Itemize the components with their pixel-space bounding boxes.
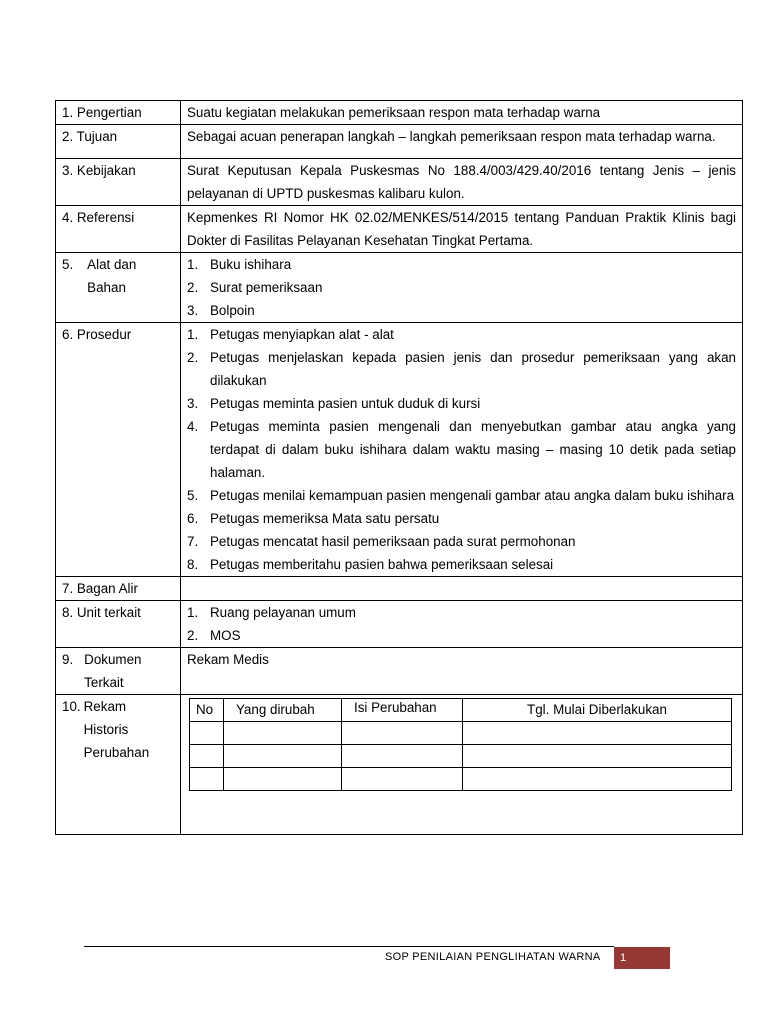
label-rekam-num: 10. — [62, 699, 81, 714]
list-item: 6. Petugas memeriksa Mata satu persatu — [187, 511, 440, 526]
label-rekam-historis — [56, 695, 181, 835]
row-referensi — [56, 206, 743, 253]
list-item: 1. Petugas menyiapkan alat - alat — [187, 327, 394, 342]
row-bagan-alir — [56, 577, 743, 601]
unit-terkait-list — [187, 601, 736, 647]
history-header-row — [190, 699, 732, 722]
value-tujuan-text: Sebagai acuan penerapan langkah – langkah pemeriksaan respon mata terhadap warna. — [187, 129, 716, 144]
label-unit-terkait: 8. Unit terkait — [56, 601, 181, 648]
row-prosedur — [56, 323, 743, 577]
row-kebijakan — [56, 159, 743, 206]
label-dokumen-text: Dokumen Terkait — [84, 652, 142, 690]
history-header-tgl: Tgl. Mulai Diberlakukan — [463, 699, 732, 722]
list-item: 1. Buku ishihara — [187, 257, 292, 272]
label-alat-bahan-text: Alat dan Bahan — [87, 257, 137, 295]
label-dokumen-num: 9. — [62, 652, 74, 667]
value-tujuan — [181, 125, 743, 159]
value-referensi: Kepmenkes RI Nomor HK 02.02/MENKES/514/2015 tentang Panduan Praktik Klinis bagi Dokter di Fasilitas Pelayanan Kesehatan Tingkat Pertama. — [181, 206, 743, 253]
label-alat-bahan — [56, 253, 181, 323]
label-referensi: 4. Referensi — [56, 206, 181, 253]
history-header-yang-dirubah: Yang dirubah — [224, 699, 342, 722]
table-row — [190, 745, 732, 768]
row-pengertian — [56, 101, 743, 125]
value-prosedur — [181, 323, 743, 577]
history-table — [189, 698, 732, 791]
row-rekam-historis — [56, 695, 743, 835]
alat-bahan-list — [187, 253, 736, 322]
footer-title: SOP PENILAIAN PENGLIHATAN WARNA — [385, 951, 601, 963]
list-item: 7. Petugas mencatat hasil pemeriksaan pada surat permohonan — [187, 534, 576, 549]
value-dokumen-terkait: Rekam Medis — [181, 648, 743, 695]
label-prosedur: 6. Prosedur — [56, 323, 181, 577]
list-item: 4. Petugas meminta pasien mengenali dan menyebutkan gambar atau angka yang terdapat di dalam buku ishihara dalam waktu masing – masing 10 detik pada setiap halaman. — [187, 419, 736, 480]
list-item: 1. Ruang pelayanan umum — [187, 605, 356, 620]
label-kebijakan: 3. Kebijakan — [56, 159, 181, 206]
list-item: 2. Surat pemeriksaan — [187, 280, 323, 295]
value-alat-bahan — [181, 253, 743, 323]
sop-table — [55, 100, 743, 835]
table-row — [190, 768, 732, 791]
prosedur-list — [187, 323, 736, 576]
footer-divider — [84, 946, 614, 947]
list-item: 2. Petugas menjelaskan kepada pasien jenis dan prosedur pemeriksaan yang akan dilakukan — [187, 350, 736, 388]
value-rekam-historis — [181, 695, 743, 835]
row-unit-terkait — [56, 601, 743, 648]
value-unit-terkait — [181, 601, 743, 648]
label-pengertian: 1. Pengertian — [56, 101, 181, 125]
label-alat-bahan-num: 5. — [62, 257, 74, 272]
list-item: 2. MOS — [187, 628, 241, 643]
label-rekam-text: Rekam Historis Perubahan — [83, 699, 150, 760]
history-header-isi-perubahan: Isi Perubahan — [342, 699, 463, 722]
list-item: 3. Petugas meminta pasien untuk duduk di kursi — [187, 396, 481, 411]
page-number-badge: 1 — [614, 947, 670, 969]
label-dokumen-terkait — [56, 648, 181, 695]
history-header-no: No — [190, 699, 224, 722]
row-tujuan — [56, 125, 743, 159]
table-row — [190, 722, 732, 745]
list-item: 8. Petugas memberitahu pasien bahwa pemeriksaan selesai — [187, 557, 554, 572]
row-dokumen-terkait — [56, 648, 743, 695]
list-item: 5. Petugas menilai kemampuan pasien mengenali gambar atau angka dalam buku ishihara — [187, 488, 735, 503]
value-kebijakan: Surat Keputusan Kepala Puskesmas No 188.4/003/429.40/2016 tentang Jenis – jenis pelayanan di UPTD puskesmas kalibaru kulon. — [181, 159, 743, 206]
label-tujuan: 2. Tujuan — [56, 125, 181, 159]
row-alat-bahan — [56, 253, 743, 323]
value-pengertian: Suatu kegiatan melakukan pemeriksaan respon mata terhadap warna — [181, 101, 743, 125]
list-item: 3. Bolpoin — [187, 303, 255, 318]
label-bagan-alir: 7. Bagan Alir — [56, 577, 181, 601]
value-bagan-alir — [181, 577, 743, 601]
